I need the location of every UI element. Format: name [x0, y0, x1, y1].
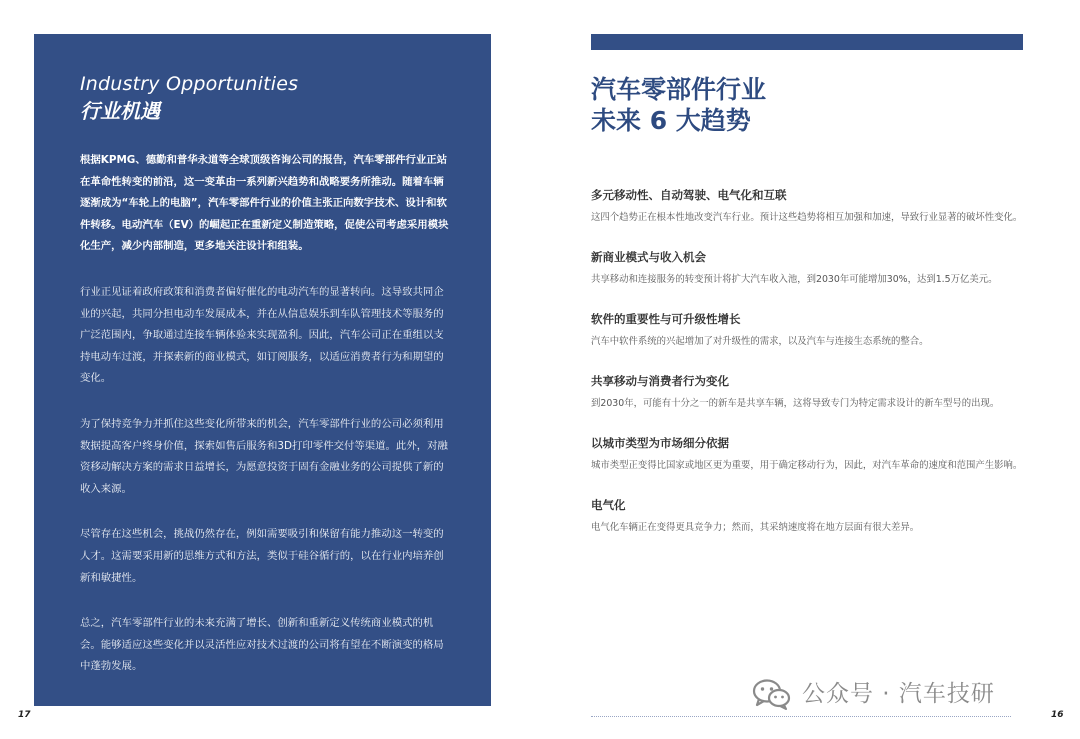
- watermark-text: 公众号 · 汽车技研: [802, 681, 995, 707]
- industry-opportunities-panel: [34, 34, 491, 706]
- trend-description: 汽车中软件系统的兴起增加了对升级性的需求，以及汽车与连接生态系统的整合。: [591, 336, 929, 347]
- watermark: [752, 676, 995, 712]
- trend-title: 软件的重要性与可升级性增长: [591, 312, 741, 326]
- trend-item: [591, 311, 1031, 352]
- page-number-left: 17: [18, 710, 31, 720]
- paragraph-2: 行业正见证着政府政策和消费者偏好催化的电动汽车的显著转向。这导致共同企业的兴起，共同分担电动车发展成本，并在从信息娱乐到车队管理技术等服务的广泛范围内，争取通过连接车辆体验来实现盈利。因此，汽车公司正在重组以支持电动车过渡，并探索新的商业模式，如订阅服务，以适应消费者行为和期望的变化。: [80, 285, 444, 385]
- trend-description: 电气化车辆正在变得更具竞争力；然而，其采纳速度将在地方层面有很大差异。: [591, 522, 920, 533]
- trend-title: 共享移动与消费者行为变化: [591, 374, 729, 388]
- page-title: [591, 74, 1031, 136]
- trend-title: 多元移动性、自动驾驶、电气化和互联: [591, 188, 787, 202]
- trend-item: [591, 435, 1031, 476]
- trend-item: [591, 373, 1031, 414]
- paragraph-3: 为了保持竞争力并抓住这些变化所带来的机会，汽车零部件行业的公司必须利用数据提高客户终身价值，探索如售后服务和3D打印零件交付等渠道。此外，对融资移动解决方案的需求日益增长，为愿意投资于固有金融业务的公司提供了新的收入来源。: [80, 417, 448, 495]
- title-line-1: 汽车零部件行业: [591, 75, 767, 104]
- body-text: [80, 150, 451, 678]
- trends-list: [591, 187, 1031, 559]
- paragraph-4: 尽管存在这些机会，挑战仍然存在，例如需要吸引和保留有能力推动这一转变的人才。这需要采用新的思维方式和方法，类似于硅谷循行的，以在行业内培养创新和敏捷性。: [80, 528, 444, 584]
- trend-item: [591, 497, 1031, 538]
- trend-title: 以城市类型为市场细分依据: [591, 436, 729, 450]
- wechat-icon: [752, 678, 792, 710]
- header-bar: [591, 34, 1023, 50]
- trend-title: 新商业模式与收入机会: [591, 250, 706, 264]
- trend-description: 城市类型正变得比国家或地区更为重要，用于确定移动行为，因此，对汽车革命的速度和范围产生影响。: [591, 460, 1023, 471]
- trend-description: 共享移动和连接服务的转变预计将扩大汽车收入池，到2030年可能增加30%，达到1.5万亿美元。: [591, 274, 998, 285]
- trend-title: 电气化: [591, 498, 626, 512]
- footer-divider: [591, 716, 1011, 717]
- title-line-2: 未来 6 大趋势: [591, 106, 751, 135]
- paragraph-1: 根据KPMG、德勤和普华永道等全球顶级咨询公司的报告，汽车零部件行业正站在革命性转变的前沿，这一变革由一系列新兴趋势和战略要务所推动。随着车辆逐渐成为“车轮上的电脑”，汽车零部件行业的价值主张正向数字技术、设计和软件转移。电动汽车（EV）的崛起正在重新定义制造策略，促使公司考虑采用模块化生产，减少内部制造，更多地关注设计和组装。: [80, 154, 449, 253]
- trend-description: 到2030年，可能有十分之一的新车是共享车辆，这将导致专门为特定需求设计的新车型号的出现。: [591, 398, 1000, 409]
- page-number-right: 16: [1051, 710, 1064, 720]
- paragraph-5: 总之，汽车零部件行业的未来充满了增长、创新和重新定义传统商业模式的机会。能够适应这些变化并以灵活性应对技术过渡的公司将有望在不断演变的格局中蓬勃发展。: [80, 617, 444, 673]
- trend-item: [591, 187, 1031, 228]
- heading-chinese: 行业机遇: [80, 99, 160, 123]
- heading-english: Industry Opportunities: [80, 73, 299, 95]
- trend-item: [591, 249, 1031, 290]
- trend-description: 这四个趋势正在根本性地改变汽车行业。预计这些趋势将相互加强和加速，导致行业显著的破坏性变化。: [591, 212, 1023, 223]
